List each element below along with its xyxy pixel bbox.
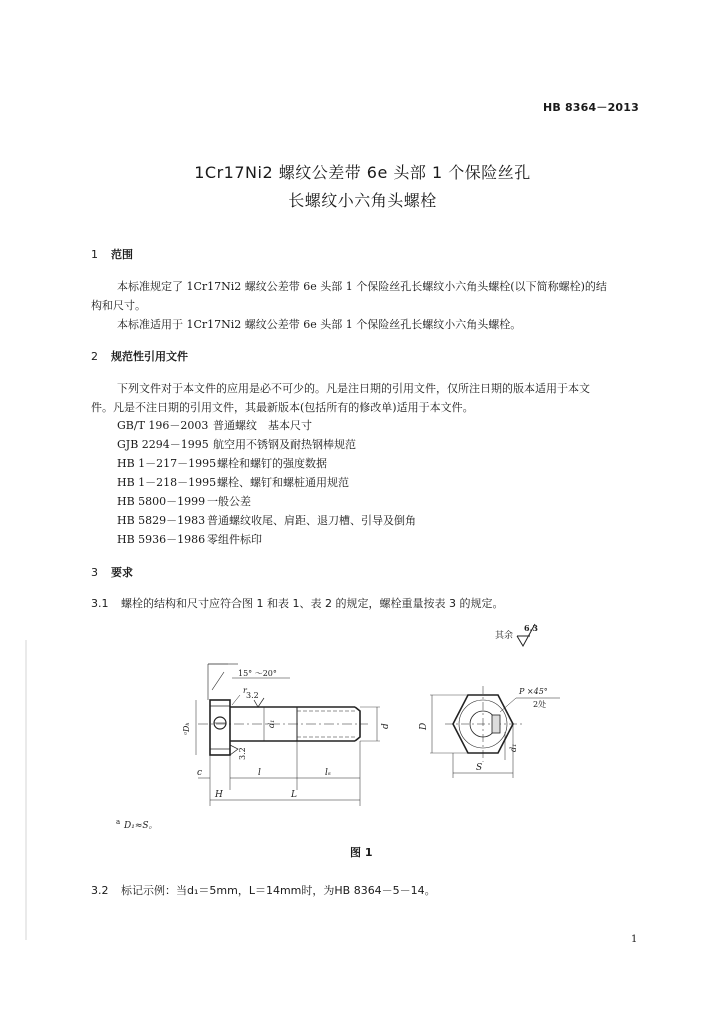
footnote-text: D₁≈S。 [124, 821, 158, 831]
clause-text: 标记示例：当d₁＝5mm，L＝14mm时，为HB 8364－5－14。 [121, 884, 436, 897]
reference-title: 螺栓、螺钉和螺桩通用规范 [217, 476, 349, 489]
dim-Dh-label: ᵃDₕ [182, 722, 191, 735]
dim-l-label: l [258, 768, 261, 778]
dim-ls-label: lₛ [325, 768, 331, 778]
surface-finish-label-top: 3.2 [246, 691, 259, 700]
section-1-para1-line2: 构和尺寸。 [91, 299, 146, 312]
clause-number: 3.1 [91, 597, 109, 610]
figure-caption: 图 1 [350, 846, 373, 859]
dim-d-label: d [381, 723, 391, 729]
clause-number: 3.2 [91, 884, 109, 897]
clause-text: 螺栓的结构和尺寸应符合图 1 和表 1、表 2 的规定，螺栓重量按表 3 的规定。 [121, 597, 504, 610]
section-2-intro-line2: 件。凡是不注日期的引用文件，其最新版本(包括所有的修改单)适用于本文件。 [91, 401, 474, 414]
reference-title: 零组件标印 [207, 533, 262, 546]
standard-number: HB 8364－2013 [542, 101, 639, 114]
section-2-intro-line1: 下列文件对于本文件的应用是必不可少的。凡是注日期的引用文件，仅所注日期的版本适用于本文 [117, 382, 590, 395]
title-line-1: 1Cr17Ni2 螺纹公差带 6e 头部 1 个保险丝孔 [194, 163, 531, 182]
chamfer-count-label: 2处 [533, 700, 547, 709]
roughness-label: 其余 [495, 631, 514, 641]
dim-L-label: L [291, 790, 297, 800]
reference-title: 普通螺纹 基本尺寸 [213, 419, 312, 432]
section-1-title: 范围 [111, 248, 133, 261]
surface-finish-label-bottom: 3.2 [238, 747, 247, 760]
reference-code: GJB 2294－1995 [117, 438, 209, 451]
reference-title: 航空用不锈钢及耐热钢棒规范 [213, 438, 356, 451]
roughness-value: 6.3 [524, 623, 538, 633]
section-3-number: 3 [91, 566, 98, 579]
dim-D-label: D [419, 722, 429, 730]
section-1-para1-line1: 本标准规定了 1Cr17Ni2 螺纹公差带 6e 头部 1 个保险丝孔长螺纹小六角头螺栓(以下简称螺栓)的结 [117, 280, 607, 293]
section-3-title: 要求 [111, 566, 133, 579]
bolt-side-view [198, 700, 368, 755]
dim-H-label: H [215, 790, 223, 800]
section-1-number: 1 [91, 248, 98, 261]
dim-c-label: c [197, 768, 203, 778]
section-1-para2: 本标准适用于 1Cr17Ni2 螺纹公差带 6e 头部 1 个保险丝孔长螺纹小六角头螺栓。 [117, 318, 522, 331]
reference-code: HB 1－217－1995 [117, 457, 217, 470]
reference-code: HB 5800－1999 [117, 495, 206, 508]
angle-label: 15° ～20° [238, 669, 277, 678]
dim-d1-label: d₁ [267, 719, 276, 728]
dim-S-label: S [476, 763, 483, 773]
reference-code: HB 5829－1983 [117, 514, 206, 527]
title-line-2: 长螺纹小六角头螺栓 [288, 191, 437, 210]
clause-3-2 [91, 882, 436, 898]
reference-code: HB 1－218－1995 [117, 476, 217, 489]
page-number: 1 [631, 934, 638, 945]
reference-title: 螺栓和螺钉的强度数据 [217, 457, 327, 470]
reference-code: GB/T 196－2003 [117, 419, 209, 432]
section-2-title: 规范性引用文件 [111, 350, 188, 363]
reference-title: 普通螺纹收尾、肩距、退刀槽、引导及倒角 [207, 514, 416, 527]
chamfer-label: P ×45° [519, 687, 548, 696]
footnote-mark: a [116, 818, 121, 826]
reference-title: 一般公差 [207, 495, 251, 508]
dim-d1-end-label: d₁ [509, 743, 518, 752]
reference-code: HB 5936－1986 [117, 533, 206, 546]
section-2-number: 2 [91, 350, 98, 363]
radius-label: r [243, 686, 247, 695]
